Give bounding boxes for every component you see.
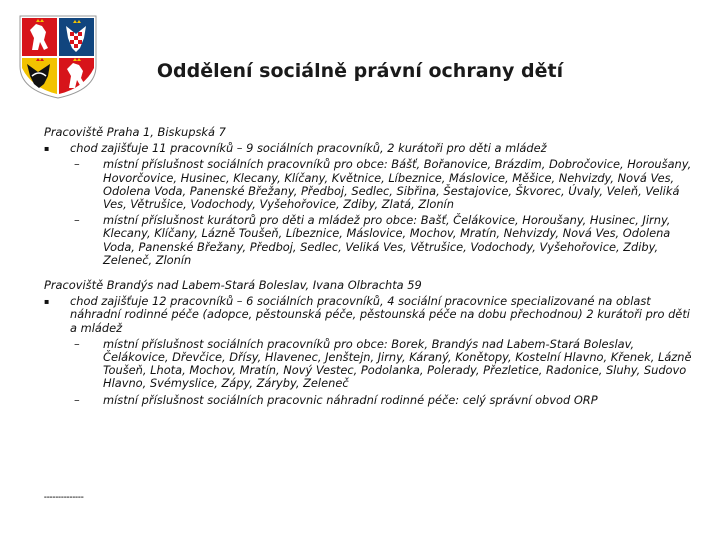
dash-marker: – — [74, 213, 80, 228]
dash-marker: – — [74, 392, 80, 407]
section-title: Pracoviště Brandýs nad Labem-Stará Boleslav, Ivana Olbrachta 59 — [44, 278, 422, 293]
section-brandys — [44, 279, 694, 407]
sub-list-item — [44, 158, 694, 211]
list-item-text: chod zajišťuje 11 pracovníků – 9 sociálních pracovníků, 2 kurátoři pro děti a mládež — [70, 141, 547, 156]
sub-list-item-text: místní příslušnost sociálních pracovníků pro obce: Bášť, Bořanovice, Brázdim, Dobročovice, Horoušany, Hovorčovice, Husinec, Klecany, Klíčany, Květnice, Líbeznice, Máslovice, Měšice, Nehvizdy, Nová Ves, Odolena Voda, Panenské Břežany, Předboj, Sedlec, Sibřina, Šestajovice, Škvorec, Úvaly, Veleň, Veliká Ves, Větrušice, Vodochody, Vyšehořovice, Zdiby, Zlatá, Zlonín — [103, 157, 692, 212]
sub-list-item-text: místní příslušnost kurátorů pro děti a mládež pro obce: Bašť, Čelákovice, Horoušany, Husinec, Jirny, Klecany, Klíčany, Lázně Toušeň, Líbeznice, Máslovice, Mochov, Mratín, Nehvizdy, Nová Ves, Odolena Voda, Panenské Břežany, Předboj, Sedlec, Veliká Ves, Větrušice, Vodochody, Vyšehořovice, Zdiby, Zeleneč, Zlonín — [103, 213, 671, 267]
list-item — [44, 295, 694, 335]
page-title: Oddělení sociálně právní ochrany dětí — [156, 60, 564, 82]
section-praha — [44, 126, 694, 267]
content-body — [44, 126, 694, 419]
sub-list-item-text: místní příslušnost sociálních pracovnic náhradní rodinné péče: celý správní obvod ORP — [103, 392, 598, 407]
dash-marker: – — [74, 336, 80, 351]
bullet-marker: ▪ — [44, 144, 50, 154]
list-item — [44, 142, 694, 155]
section-title: Pracoviště Praha 1, Biskupská 7 — [44, 125, 226, 139]
list-item-text: chod zajišťuje 12 pracovníků – 6 sociálních pracovníků, 4 sociální pracovnice specializované na oblast náhradní rodinné péče (adopce, pěstounská péče, pěstounská péče na dobu přechodnou) 2 kurátoři pro děti a mládež — [70, 294, 690, 335]
sub-list-item — [44, 338, 694, 391]
bullet-marker: ▪ — [44, 297, 50, 307]
sub-list-item — [44, 214, 694, 267]
footer-mark: ▬▬▬▬▬▬▬▬▬▬▬▬▬▬ — [44, 495, 84, 499]
sub-list-item-text: místní příslušnost sociálních pracovníků pro obce: Borek, Brandýs nad Labem-Stará Boleslav, Čelákovice, Dřevčice, Dřísy, Hlavenec, Jenštejn, Jirny, Káraný, Konětopy, Kostelní Hlavno, Křenek, Lázně Toušeň, Lhota, Mochov, Mratín, Nový Vestec, Podolanka, Polerady, Přezletice, Radonice, Sluhy, Sudovo Hlavno, Svémyslice, Zápy, Záryby, Zeleneč — [103, 336, 692, 391]
sub-list-item — [44, 394, 694, 407]
czech-coat-of-arms-icon — [18, 14, 98, 100]
dash-marker: – — [74, 157, 80, 172]
